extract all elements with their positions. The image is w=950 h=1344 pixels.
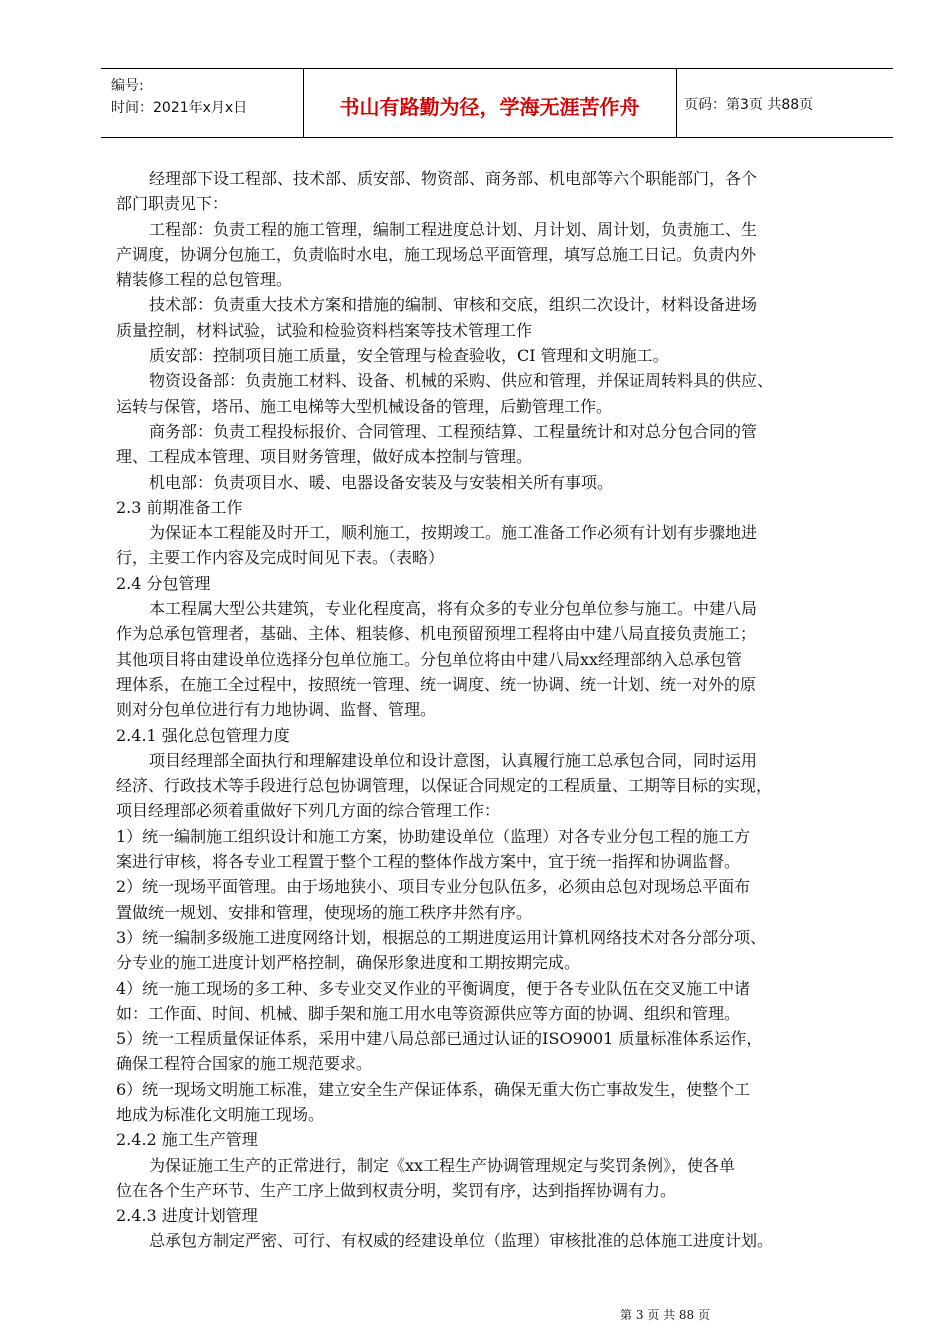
page-info: 页码：第3页 共88页 — [684, 97, 814, 113]
time-label: 时间：2021年x月x日 — [111, 100, 248, 116]
document-header — [101, 68, 893, 138]
paragraph-line: 机电部：负责项目水、暖、电器设备安装及与安装相关所有事项。 — [149, 472, 614, 492]
paragraph-line: 2.4.1 强化总包管理力度 — [116, 725, 290, 745]
paragraph-continuation-line: 位在各个生产环节、生产工序上做到权责分明，奖罚有序，达到指挥协调有力。 — [116, 1180, 677, 1200]
paragraph-continuation-line: 质量控制，材料试验，试验和检验资料档案等技术管理工作 — [116, 320, 533, 340]
paragraph-continuation-line: 确保工程符合国家的施工规范要求。 — [116, 1054, 373, 1074]
paragraph-line: 2.4 分包管理 — [116, 573, 211, 593]
paragraph-continuation-line: 理体系，在施工全过程中，按照统一管理、统一调度、统一协调、统一计划、统一对外的原 — [116, 674, 757, 694]
paragraph-continuation-line: 精装修工程的总包管理。 — [116, 270, 293, 290]
paragraph-continuation-line: 经济、行政技术等手段进行总包协调管理，以保证合同规定的工程质量、工期等目标的实现， — [116, 776, 773, 796]
number-label: 编号: — [111, 78, 144, 94]
paragraph-continuation-line: 行，主要工作内容及完成时间见下表。（表略） — [116, 548, 445, 568]
paragraph-line: 为保证本工程能及时开工，顺利施工，按期竣工。施工准备工作必须有计划有步骤地进 — [149, 523, 758, 543]
paragraph-line: 为保证施工生产的正常进行，制定《xx工程生产协调管理规定与奖罚条例》，使各单 — [149, 1155, 736, 1175]
paragraph-line: 6）统一现场文明施工标准，建立安全生产保证体系，确保无重大伤亡事故发生，使整个工 — [116, 1079, 751, 1099]
paragraph-continuation-line: 地成为标准化文明施工现场。 — [116, 1104, 325, 1124]
paragraph-line: 技术部：负责重大技术方案和措施的编制、审核和交底，组织二次设计，材料设备进场 — [149, 295, 758, 315]
paragraph-line: 总承包方制定严密、可行、有权威的经建设单位（监理）审核批准的总体施工进度计划。 — [149, 1231, 774, 1251]
paragraph-continuation-line: 案进行审核，将各专业工程置于整个工程的整体作战方案中，宜于统一指挥和协调监督。 — [116, 852, 741, 872]
paragraph-line: 4）统一施工现场的多工种、多专业交叉作业的平衡调度，便于各专业队伍在交叉施工中诸 — [116, 978, 751, 998]
paragraph-continuation-line: 项目经理部必须着重做好下列几方面的综合管理工作： — [116, 801, 501, 821]
paragraph-line: 本工程属大型公共建筑，专业化程度高，将有众多的专业分包单位参与施工。中建八局 — [149, 599, 758, 619]
paragraph-line: 物资设备部：负责施工材料、设备、机械的采购、供应和管理，并保证周转料具的供应、 — [149, 371, 774, 391]
paragraph-line: 2.4.3 进度计划管理 — [116, 1206, 258, 1226]
paragraph-line: 3）统一编制多级施工进度网络计划，根据总的工期进度运用计算机网络技术对各分部分项、 — [116, 927, 767, 947]
paragraph-line: 1）统一编制施工组织设计和施工方案，协助建设单位（监理）对各专业分包工程的施工方 — [116, 826, 751, 846]
paragraph-line: 质安部：控制项目施工质量，安全管理与检查验收，CI 管理和文明施工。 — [149, 346, 669, 366]
motto-text: 书山有路勤为径，学海无涯苦作舟 — [339, 95, 640, 119]
paragraph-line: 2.3 前期准备工作 — [116, 497, 243, 517]
paragraph-continuation-line: 则对分包单位进行有力地协调、监督、管理。 — [116, 700, 437, 720]
paragraph-continuation-line: 运转与保管，塔吊、施工电梯等大型机械设备的管理，后勤管理工作。 — [116, 396, 613, 416]
paragraph-continuation-line: 分专业的施工进度计划严格控制，确保形象进度和工期按期完成。 — [116, 953, 581, 973]
paragraph-line: 项目经理部全面执行和理解建设单位和设计意图，认真履行施工总承包合同，同时运用 — [149, 750, 758, 770]
paragraph-continuation-line: 部门职责见下： — [116, 194, 229, 214]
header-right-cell — [676, 69, 893, 137]
paragraph-continuation-line: 理、工程成本管理、项目财务管理，做好成本控制与管理。 — [116, 447, 533, 467]
paragraph-line: 工程部：负责工程的施工管理，编制工程进度总计划、月计划、周计划，负责施工、生 — [149, 219, 758, 239]
paragraph-line: 2.4.2 施工生产管理 — [116, 1130, 258, 1150]
header-left-cell — [101, 69, 304, 137]
paragraph-continuation-line: 产调度，协调分包施工，负责临时水电，施工现场总平面管理，填写总施工日记。负责内外 — [116, 244, 757, 264]
paragraph-continuation-line: 置做统一规划、安排和管理，使现场的施工秩序井然有序。 — [116, 902, 533, 922]
header-middle-cell — [303, 69, 677, 137]
paragraph-continuation-line: 作为总承包管理者，基础、主体、粗装修、机电预留预埋工程将由中建八局直接负责施工； — [116, 624, 757, 644]
paragraph-continuation-line: 如：工作面、时间、机械、脚手架和施工用水电等资源供应等方面的协调、组织和管理。 — [116, 1003, 741, 1023]
paragraph-line: 2）统一现场平面管理。由于场地狭小、项目专业分包队伍多，必须由总包对现场总平面布 — [116, 877, 751, 897]
paragraph-line: 商务部：负责工程投标报价、合同管理、工程预结算、工程量统计和对总分包合同的管 — [149, 421, 758, 441]
document-body — [116, 166, 896, 1254]
page-footer: 第 3 页 共 88 页 — [620, 1308, 710, 1322]
paragraph-continuation-line: 其他项目将由建设单位选择分包单位施工。分包单位将由中建八局xx经理部纳入总承包管 — [116, 649, 743, 669]
paragraph-line: 经理部下设工程部、技术部、质安部、物资部、商务部、机电部等六个职能部门，各个 — [149, 169, 758, 188]
paragraph-line: 5）统一工程质量保证体系，采用中建八局总部已通过认证的ISO9001 质量标准体系运作， — [116, 1029, 763, 1049]
